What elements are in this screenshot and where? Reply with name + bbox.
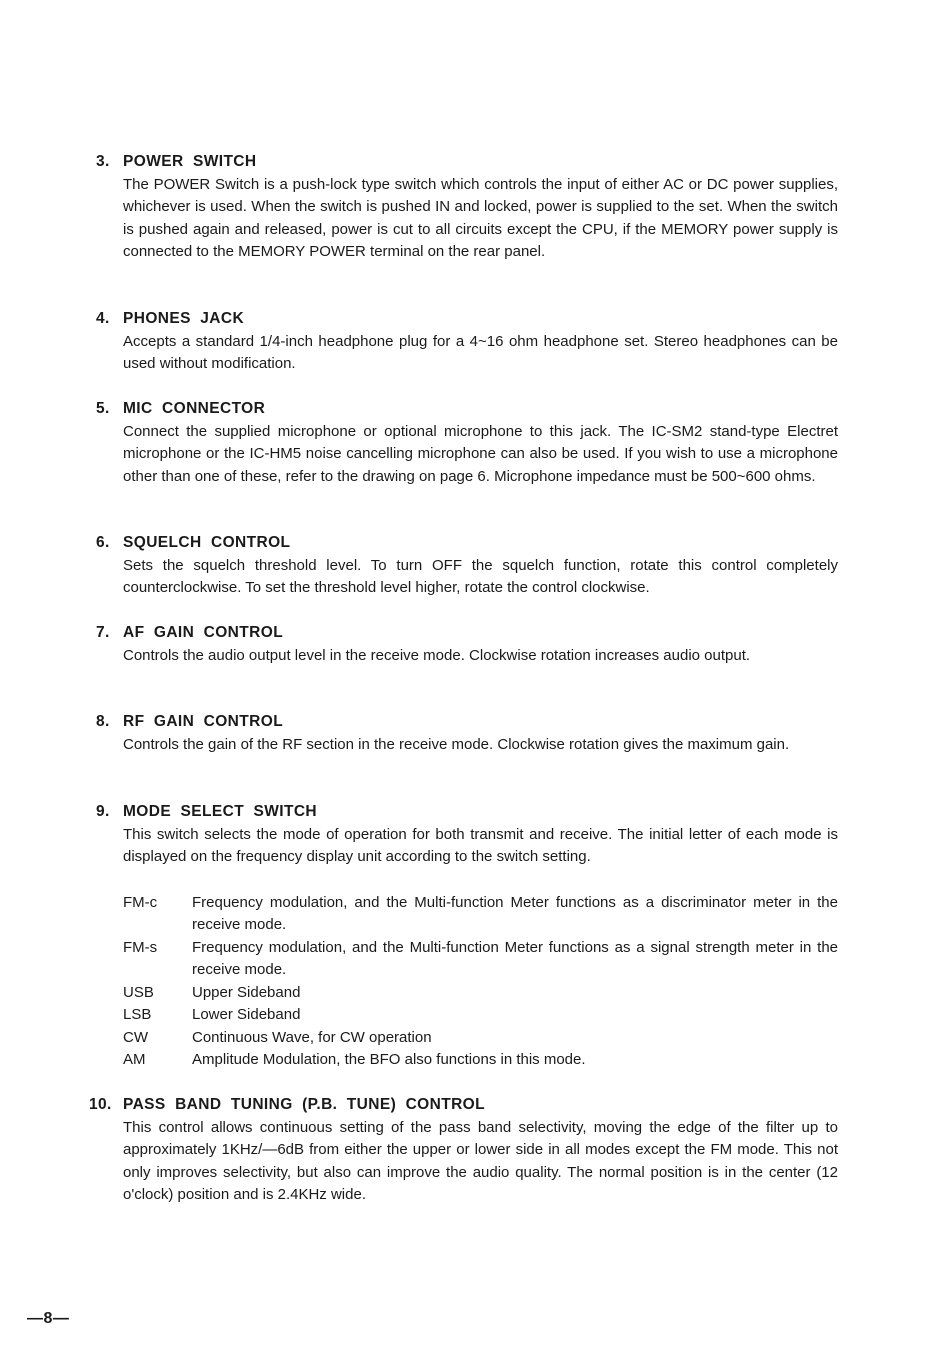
section-body: This control allows continuous setting of the pass band selectivity, moving the edge of the filter up to approximately 1KHz/—6dB from either the upper or lower side in all modes except the FM mode. This not only improves selectivity, but also can improve the audio quality. The normal position is in the center (12 o'clock) position and is 2.4KHz wide. <box>123 1118 838 1203</box>
section-number: 4. <box>96 310 110 327</box>
section-body: Connect the supplied microphone or optional microphone to this jack. The IC-SM2 stand-type Electret microphone or the IC-HM5 noise cancelling microphone can also be used. If you wish to use a microphone other than one of these, refer to the drawing on page 6. Microphone impedance must be 500~600 ohms. <box>123 422 838 485</box>
mode-description: Upper Sideband <box>192 983 301 1001</box>
section-title: PASS BAND TUNING (P.B. TUNE) CONTROL <box>123 1096 486 1113</box>
section-body: This switch selects the mode of operation for both transmit and receive. The initial letter of each mode is displayed on the frequency display unit according to the switch setting. <box>123 825 838 865</box>
section-heading <box>96 151 838 174</box>
section-title: RF GAIN CONTROL <box>123 713 284 730</box>
section-heading <box>96 801 838 824</box>
section-body: The POWER Switch is a push-lock type switch which controls the input of either AC or DC power supplies, whichever is used. When the switch is pushed IN and locked, power is supplied to the set. When the switch is pushed again and released, power is cut to all circuits except the CPU, if the MEMORY power supply is connected to the MEMORY POWER terminal on the rear panel. <box>123 175 838 260</box>
section-heading <box>96 398 838 421</box>
mode-description: Continuous Wave, for CW operation <box>192 1028 432 1046</box>
section-mode-select-switch <box>96 801 838 1072</box>
section-title: AF GAIN CONTROL <box>123 624 284 641</box>
mode-code: USB <box>123 983 154 1001</box>
mode-description: Lower Sideband <box>192 1006 301 1023</box>
section-heading <box>96 711 838 734</box>
section-title: POWER SWITCH <box>123 153 257 170</box>
mode-code: LSB <box>123 1006 152 1023</box>
section-heading <box>96 532 838 555</box>
section-power-switch <box>96 151 838 264</box>
mode-item-cw <box>123 1027 838 1050</box>
section-number: 9. <box>96 803 110 820</box>
section-body: Controls the audio output level in the receive mode. Clockwise rotation increases audio output. <box>123 646 751 664</box>
section-squelch-control <box>96 532 838 600</box>
section-phones-jack <box>96 308 838 376</box>
section-rf-gain-control <box>96 711 838 756</box>
section-heading <box>96 622 838 645</box>
mode-description: Amplitude Modulation, the BFO also functions in this mode. <box>192 1051 586 1068</box>
section-number: 7. <box>96 624 110 641</box>
mode-code: AM <box>123 1051 146 1068</box>
section-af-gain-control <box>96 622 838 667</box>
section-number: 3. <box>96 153 110 170</box>
mode-item-usb <box>123 982 838 1005</box>
mode-item-fm-c <box>123 892 838 937</box>
mode-code: CW <box>123 1028 148 1046</box>
mode-list <box>123 892 838 1072</box>
section-body: Controls the gain of the RF section in the receive mode. Clockwise rotation gives the maximum gain. <box>123 735 790 753</box>
mode-item-am <box>123 1049 838 1072</box>
mode-item-fm-s <box>123 937 838 982</box>
section-heading <box>96 308 838 331</box>
section-pass-band-tuning <box>89 1094 838 1207</box>
section-mic-connector <box>96 398 838 488</box>
section-number: 6. <box>96 534 110 551</box>
mode-code: FM-c <box>123 893 158 911</box>
section-title: MIC CONNECTOR <box>123 400 266 417</box>
section-number: 10. <box>89 1096 112 1113</box>
section-title: MODE SELECT SWITCH <box>123 803 317 820</box>
section-title: PHONES JACK <box>123 310 245 327</box>
section-title: SQUELCH CONTROL <box>123 534 291 551</box>
section-number: 5. <box>96 400 110 417</box>
mode-item-lsb <box>123 1004 838 1027</box>
section-body: Sets the squelch threshold level. To turn OFF the squelch function, rotate this control completely counterclockwise. To set the threshold level higher, rotate the control clockwise. <box>123 556 838 596</box>
section-number: 8. <box>96 713 110 730</box>
mode-code: FM-s <box>123 938 158 956</box>
mode-description: Frequency modulation, and the Multi-function Meter functions as a discriminator meter in the receive mode. <box>192 893 838 933</box>
page-number: —8— <box>27 1310 70 1327</box>
mode-description: Frequency modulation, and the Multi-function Meter functions as a signal strength meter in the receive mode. <box>192 938 838 978</box>
section-body: Accepts a standard 1/4-inch headphone plug for a 4~16 ohm headphone set. Stereo headphones can be used without modification. <box>123 332 838 372</box>
section-heading <box>89 1094 838 1117</box>
